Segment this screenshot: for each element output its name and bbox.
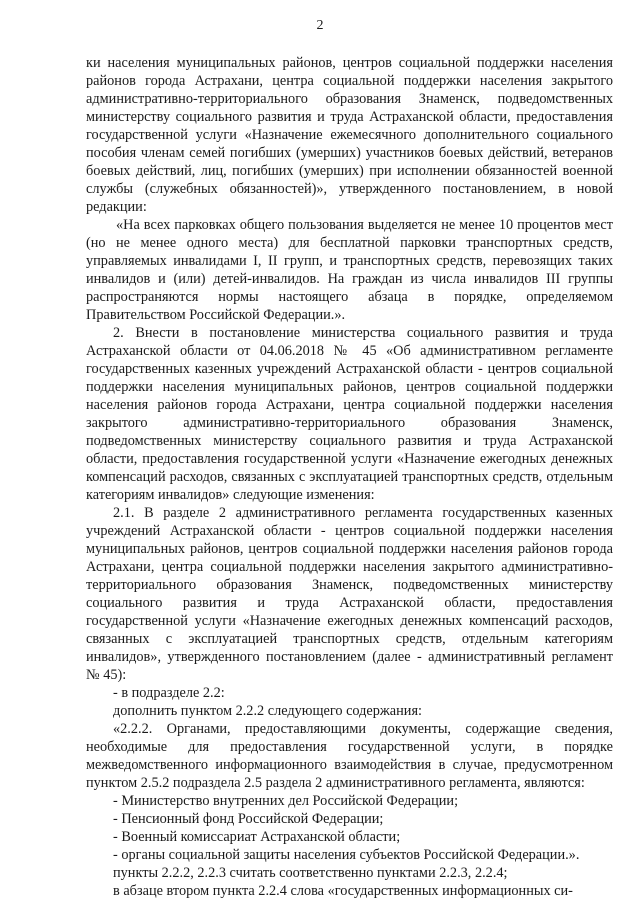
paragraph-renumber: пункты 2.2.2, 2.2.3 считать соответственно пунктами 2.2.3, 2.2.4; xyxy=(113,865,508,881)
document-body xyxy=(86,54,613,900)
paragraph-2-2-2-text: «2.2.2. Органами, предоставляющими документы, содержащие сведения, необходимые для предоставления государственной услуги, в порядке межведомственного информационного взаимодействия в случае, предусмотренном пунктом 2.5.2 подраздела 2.5 раздела 2 административного регламента, являются: xyxy=(86,721,613,791)
list-item-mvd: - Министерство внутренних дел Российской Федерации; xyxy=(113,793,459,809)
paragraph-parking-quote: «На всех парковках общего пользования выделяется не менее 10 процентов мест (но не менее одного места) для бесплатной парковки транспортных средств, управляемых инвалидами I, II групп, и транспортных средств, перевозящих таких инвалидов и (или) детей-инвалидов. На граждан из числа инвалидов III группы распространяются нормы настоящего абзаца в порядке, определяемом Правительством Российской Федерации.». xyxy=(86,217,613,323)
list-item-social-protection: - органы социальной защиты населения субъектов Российской Федерации.». xyxy=(113,847,580,863)
paragraph-item-2-1: 2.1. В разделе 2 административного регламента государственных казенных учреждений Астраханской области - центров социальной поддержки населения муниципальных районов, центров социальной поддержки населения районов города Астрахани, центра социальной поддержки населения закрытого административно-территориального образования Знаменск, подведомственных министерству социального развития и труда Астраханской области, предоставления государственной услуги «Назначение ежегодных денежных компенсаций расходов, связанных с эксплуатацией транспортных средств, отдельным категориям инвалидов», утвержденного постановлением (далее - административный регламент № 45): xyxy=(86,505,613,683)
list-item-pension-fund: - Пенсионный фонд Российской Федерации; xyxy=(113,811,384,827)
paragraph-2-2-4-words: в абзаце втором пункта 2.2.4 слова «государственных информационных си- xyxy=(113,883,573,899)
paragraph-item-2: 2. Внести в постановление министерства социального развития и труда Астраханской области от 04.06.2018 № 45 «Об административном регламенте государственных казенных учреждений Астраханской области - центров социальной поддержки населения муниципальных районов, центров социальной поддержки населения районов города Астрахани, центра социальной поддержки населения закрытого административно-территориального образования Знаменск, подведомственных министерству социального развития и труда Астраханской области, предоставления государственной услуги «Назначение ежегодных денежных компенсаций расходов, связанных с эксплуатацией транспортных средств, отдельным категориям инвалидов» следующие изменения: xyxy=(86,325,613,503)
page-number: 2 xyxy=(316,18,324,33)
list-item-military-commissariat: - Военный комиссариат Астраханской области; xyxy=(113,829,401,845)
paragraph-add-2-2-2: дополнить пунктом 2.2.2 следующего содержания: xyxy=(113,703,422,719)
paragraph-continuation: ки населения муниципальных районов, центров социальной поддержки населения районов города Астрахани, центра социальной поддержки населения закрытого административно-территориального образования Знаменск, подведомственных министерству социального развития и труда Астраханской области, предоставления государственной услуги «Назначение ежемесячного дополнительного социального пособия членам семей погибших (умерших) участников боевых действий, ветеранов боевых действий, лиц, погибших (умерших) при исполнении обязанностей военной службы (служебных обязанностей)», утвержденного постановлением, в новой редакции: xyxy=(86,55,613,215)
paragraph-subsection-2-2: - в подразделе 2.2: xyxy=(113,685,225,701)
